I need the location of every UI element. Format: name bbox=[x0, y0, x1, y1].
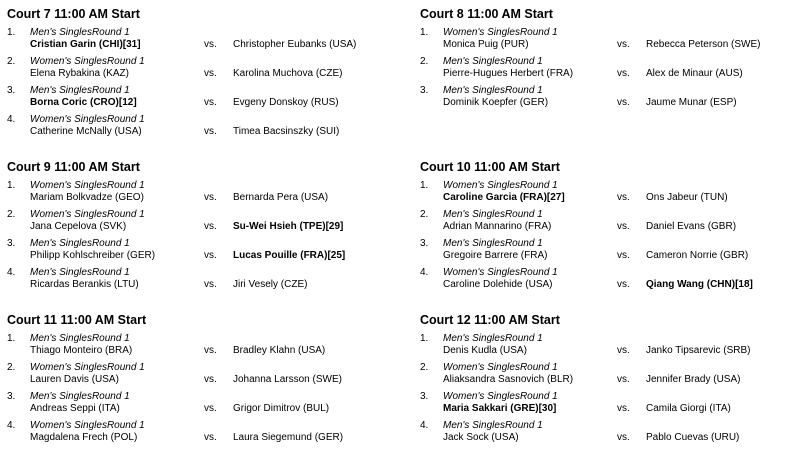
player-one: Thiago Monteiro (BRA) bbox=[30, 345, 133, 356]
court-header: Court 11 11:00 AM Start bbox=[7, 313, 147, 327]
player-two: Alex de Minaur (AUS) bbox=[646, 68, 743, 79]
player-one: Aliaksandra Sasnovich (BLR) bbox=[443, 374, 574, 385]
player-two: Pablo Cuevas (URU) bbox=[646, 432, 740, 443]
versus-label: vs. bbox=[617, 97, 630, 108]
player-one: Cristian Garin (CHI)[31] bbox=[30, 39, 141, 50]
versus-label: vs. bbox=[204, 39, 217, 50]
player-two: Daniel Evans (GBR) bbox=[646, 221, 737, 232]
player-one: Philipp Kohlschreiber (GER) bbox=[30, 250, 156, 261]
player-one: Catherine McNally (USA) bbox=[30, 126, 142, 137]
event-name: Men's SinglesRound 1 bbox=[443, 333, 543, 344]
event-name: Men's SinglesRound 1 bbox=[443, 238, 543, 249]
court-header: Court 12 11:00 AM Start bbox=[420, 313, 560, 327]
versus-label: vs. bbox=[204, 432, 217, 443]
versus-label: vs. bbox=[204, 97, 217, 108]
player-one: Jack Sock (USA) bbox=[443, 432, 519, 443]
versus-label: vs. bbox=[204, 250, 217, 261]
player-two: Cameron Norrie (GBR) bbox=[646, 250, 749, 261]
event-name: Women's SinglesRound 1 bbox=[30, 362, 145, 373]
event-name: Women's SinglesRound 1 bbox=[443, 362, 558, 373]
versus-label: vs. bbox=[204, 279, 217, 290]
versus-label: vs. bbox=[617, 250, 630, 261]
versus-label: vs. bbox=[617, 432, 630, 443]
event-name: Women's SinglesRound 1 bbox=[30, 180, 145, 191]
match-number: 2. bbox=[420, 56, 429, 67]
player-two: Camila Giorgi (ITA) bbox=[646, 403, 731, 414]
player-one: Lauren Davis (USA) bbox=[30, 374, 119, 385]
match-number: 1. bbox=[420, 180, 429, 191]
match-number: 3. bbox=[420, 85, 429, 96]
versus-label: vs. bbox=[204, 221, 217, 232]
match-number: 1. bbox=[7, 27, 16, 38]
match-number: 3. bbox=[420, 391, 429, 402]
versus-label: vs. bbox=[617, 68, 630, 79]
versus-label: vs. bbox=[204, 403, 217, 414]
event-name: Women's SinglesRound 1 bbox=[443, 180, 558, 191]
court-9-section bbox=[7, 160, 397, 295]
versus-label: vs. bbox=[617, 279, 630, 290]
court-7-section bbox=[7, 7, 397, 142]
match-number: 1. bbox=[420, 27, 429, 38]
court-header: Court 10 11:00 AM Start bbox=[420, 160, 560, 174]
match-number: 3. bbox=[7, 391, 16, 402]
event-name: Men's SinglesRound 1 bbox=[30, 27, 130, 38]
player-two: Laura Siegemund (GER) bbox=[233, 432, 344, 443]
player-one: Denis Kudla (USA) bbox=[443, 345, 527, 356]
player-two: Bradley Klahn (USA) bbox=[233, 345, 326, 356]
event-name: Women's SinglesRound 1 bbox=[30, 209, 145, 220]
player-two: Christopher Eubanks (USA) bbox=[233, 39, 357, 50]
player-one: Pierre-Hugues Herbert (FRA) bbox=[443, 68, 574, 79]
player-two: Johanna Larsson (SWE) bbox=[233, 374, 342, 385]
match-number: 2. bbox=[7, 56, 16, 67]
event-name: Men's SinglesRound 1 bbox=[443, 420, 543, 431]
court-10-section bbox=[420, 160, 805, 295]
match-number: 2. bbox=[7, 209, 16, 220]
player-two: Janko Tipsarevic (SRB) bbox=[646, 345, 751, 356]
versus-label: vs. bbox=[204, 345, 217, 356]
versus-label: vs. bbox=[204, 374, 217, 385]
player-one: Andreas Seppi (ITA) bbox=[30, 403, 120, 414]
event-name: Men's SinglesRound 1 bbox=[443, 56, 543, 67]
versus-label: vs. bbox=[617, 192, 630, 203]
event-name: Men's SinglesRound 1 bbox=[30, 238, 130, 249]
player-one: Ricardas Berankis (LTU) bbox=[30, 279, 139, 290]
versus-label: vs. bbox=[204, 68, 217, 79]
match-number: 2. bbox=[7, 362, 16, 373]
event-name: Men's SinglesRound 1 bbox=[443, 209, 543, 220]
event-name: Women's SinglesRound 1 bbox=[30, 114, 145, 125]
match-number: 3. bbox=[7, 85, 16, 96]
court-8-section bbox=[420, 7, 805, 142]
player-one: Magdalena Frech (POL) bbox=[30, 432, 138, 443]
court-header: Court 7 11:00 AM Start bbox=[7, 7, 140, 21]
match-number: 3. bbox=[420, 238, 429, 249]
event-name: Women's SinglesRound 1 bbox=[30, 56, 145, 67]
versus-label: vs. bbox=[617, 403, 630, 414]
player-two: Evgeny Donskoy (RUS) bbox=[233, 97, 339, 108]
player-one: Maria Sakkari (GRE)[30] bbox=[443, 403, 557, 414]
player-two: Grigor Dimitrov (BUL) bbox=[233, 403, 330, 414]
player-two: Ons Jabeur (TUN) bbox=[646, 192, 728, 203]
match-number: 2. bbox=[420, 362, 429, 373]
player-one: Borna Coric (CRO)[12] bbox=[30, 97, 137, 108]
versus-label: vs. bbox=[617, 374, 630, 385]
versus-label: vs. bbox=[204, 192, 217, 203]
versus-label: vs. bbox=[617, 39, 630, 50]
court-11-section bbox=[7, 313, 397, 448]
match-number: 1. bbox=[420, 333, 429, 344]
event-name: Men's SinglesRound 1 bbox=[30, 267, 130, 278]
event-name: Men's SinglesRound 1 bbox=[443, 85, 543, 96]
player-one: Dominik Koepfer (GER) bbox=[443, 97, 549, 108]
match-number: 4. bbox=[420, 267, 429, 278]
court-header: Court 9 11:00 AM Start bbox=[7, 160, 140, 174]
player-one: Caroline Garcia (FRA)[27] bbox=[443, 192, 565, 203]
match-number: 4. bbox=[420, 420, 429, 431]
match-number: 4. bbox=[7, 420, 16, 431]
player-two: Timea Bacsinszky (SUI) bbox=[233, 126, 340, 137]
player-two: Bernarda Pera (USA) bbox=[233, 192, 329, 203]
player-two: Su-Wei Hsieh (TPE)[29] bbox=[233, 221, 344, 232]
player-one: Adrian Mannarino (FRA) bbox=[443, 221, 552, 232]
court-header: Court 8 11:00 AM Start bbox=[420, 7, 553, 21]
player-two: Rebecca Peterson (SWE) bbox=[646, 39, 761, 50]
match-number: 4. bbox=[7, 267, 16, 278]
versus-label: vs. bbox=[617, 221, 630, 232]
player-two: Jennifer Brady (USA) bbox=[646, 374, 741, 385]
event-name: Men's SinglesRound 1 bbox=[30, 85, 130, 96]
event-name: Men's SinglesRound 1 bbox=[30, 333, 130, 344]
match-number: 4. bbox=[7, 114, 16, 125]
match-number: 2. bbox=[420, 209, 429, 220]
player-one: Jana Cepelova (SVK) bbox=[30, 221, 127, 232]
match-number: 3. bbox=[7, 238, 16, 249]
match-number: 1. bbox=[7, 180, 16, 191]
event-name: Women's SinglesRound 1 bbox=[443, 391, 558, 402]
player-one: Elena Rybakina (KAZ) bbox=[30, 68, 129, 79]
event-name: Women's SinglesRound 1 bbox=[443, 27, 558, 38]
player-one: Caroline Dolehide (USA) bbox=[443, 279, 553, 290]
player-two: Lucas Pouille (FRA)[25] bbox=[233, 250, 346, 261]
event-name: Women's SinglesRound 1 bbox=[30, 420, 145, 431]
event-name: Men's SinglesRound 1 bbox=[30, 391, 130, 402]
player-two: Jaume Munar (ESP) bbox=[646, 97, 737, 108]
court-12-section bbox=[420, 313, 805, 448]
player-one: Mariam Bolkvadze (GEO) bbox=[30, 192, 144, 203]
versus-label: vs. bbox=[204, 126, 217, 137]
event-name: Women's SinglesRound 1 bbox=[443, 267, 558, 278]
player-two: Karolina Muchova (CZE) bbox=[233, 68, 343, 79]
versus-label: vs. bbox=[617, 345, 630, 356]
player-two: Qiang Wang (CHN)[18] bbox=[646, 279, 753, 290]
player-one: Gregoire Barrere (FRA) bbox=[443, 250, 548, 261]
player-one: Monica Puig (PUR) bbox=[443, 39, 529, 50]
player-two: Jiri Vesely (CZE) bbox=[233, 279, 308, 290]
match-number: 1. bbox=[7, 333, 16, 344]
